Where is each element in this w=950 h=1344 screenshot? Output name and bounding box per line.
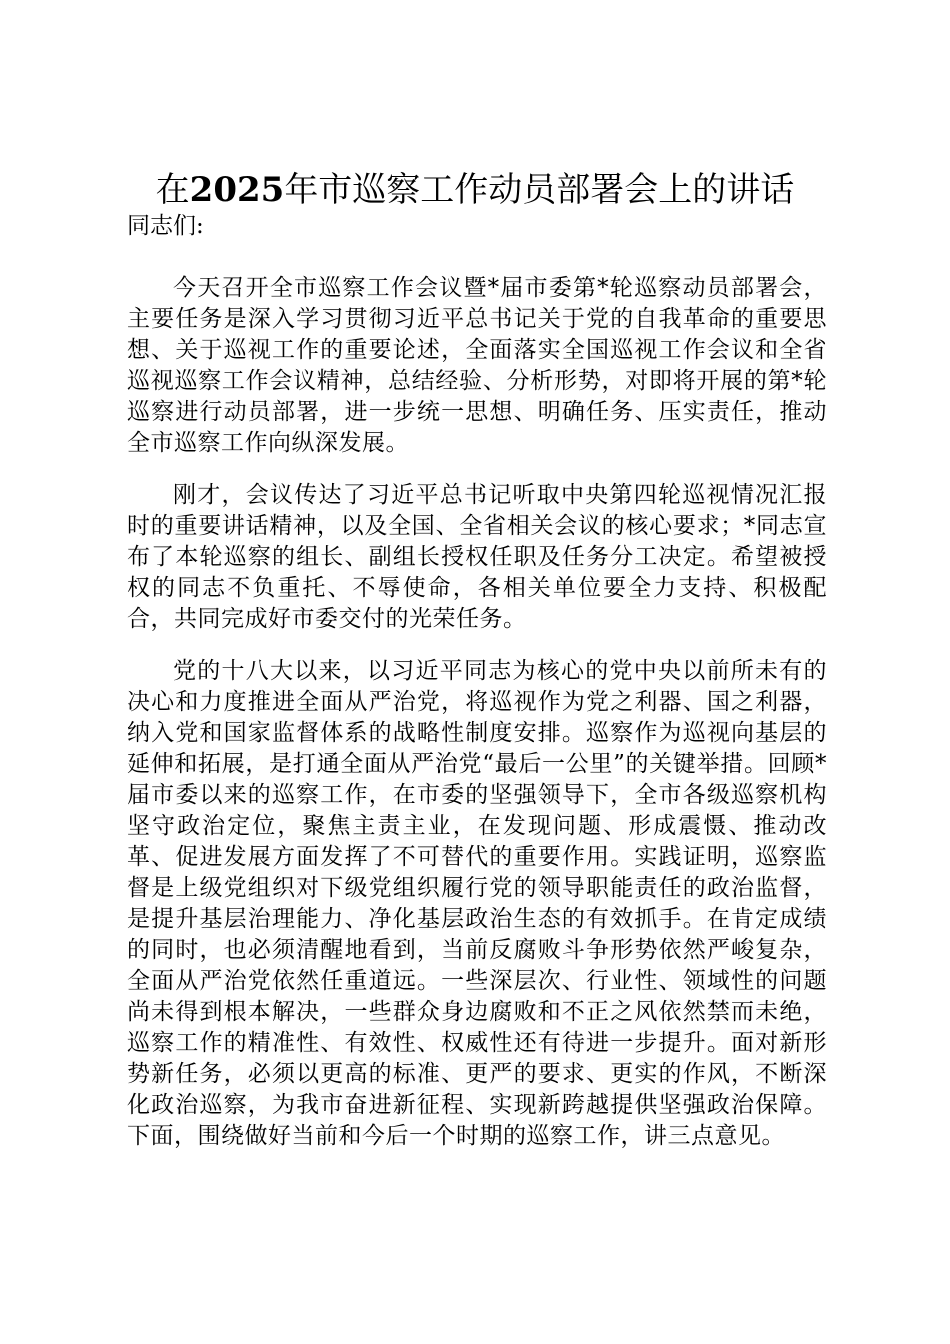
document-body — [127, 206, 827, 1173]
title-prefix: 在 — [155, 170, 190, 210]
title-suffix: 年市巡察工作动员部署会上的讲话 — [284, 170, 795, 210]
paragraph-1: 今天召开全市巡察工作会议暨*届市委第*轮巡察动员部署会，主要任务是深入学习贯彻习近平总书记关于党的自我革命的重要思想、关于巡视工作的重要论述，全面落实全国巡视工作会议和全省巡视巡察工作会议精神，总结经验、分析形势，对即将开展的第*轮巡察进行动员部署，进一步统一思想、明确任务、压实责任，推动全市巡察工作向纵深发展。 — [127, 275, 827, 456]
title-year: 2025 — [189, 170, 285, 210]
paragraph-3: 党的十八大以来，以习近平同志为核心的党中央以前所未有的决心和力度推进全面从严治党，将巡视作为党之利器、国之利器，纳入党和国家监督体系的战略性制度安排。巡察作为巡视向基层的延伸和拓展，是打通全面从严治党“最后一公里”的关键举措。回顾*届市委以来的巡察工作，在市委的坚强领导下，全市各级巡察机构坚守政治定位，聚焦主责主业，在发现问题、形成震慑、推动改革、促进发展方面发挥了不可替代的重要作用。实践证明，巡察监督是上级党组织对下级党组织履行党的领导职能责任的政治监督，是提升基层治理能力、净化基层政治生态的有效抓手。在肯定成绩的同时，也必须清醒地看到，当前反腐败斗争形势依然严峻复杂，全面从严治党依然任重道远。一些深层次、行业性、领域性的问题尚未得到根本解决，一些群众身边腐败和不正之风依然禁而未绝，巡察工作的精准性、有效性、权威性还有待进一步提升。面对新形势新任务，必须以更高的标准、更严的要求、更实的作风，不断深化政治巡察，为我市奋进新征程、实现新跨越提供坚强政治保障。下面，围绕做好当前和今后一个时期的巡察工作，讲三点意见。 — [127, 658, 827, 1149]
paragraph-2: 刚才，会议传达了习近平总书记听取中央第四轮巡视情况汇报时的重要讲话精神，以及全国、全省相关会议的核心要求；*同志宣布了本轮巡察的组长、副组长授权任职及任务分工决定。希望被授权的同志不负重托、不辱使命，各相关单位要全力支持、积极配合，共同完成好市委交付的光荣任务。 — [127, 482, 827, 632]
salutation: 同志们: — [127, 213, 204, 239]
